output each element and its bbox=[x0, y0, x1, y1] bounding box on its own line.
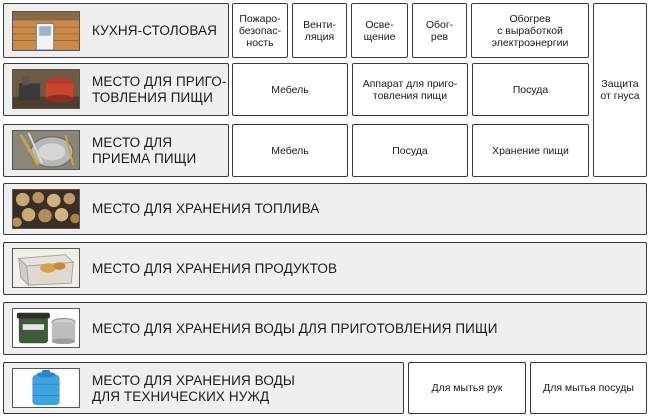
cooking-stove-icon bbox=[12, 69, 80, 109]
cell-insect-protection: Защита от гнуса bbox=[593, 3, 647, 177]
row-title: МЕСТО ДЛЯ ПРИЕМА ПИЩИ bbox=[92, 135, 197, 166]
cell-cookware: Посуда bbox=[472, 63, 589, 116]
row-title: МЕСТО ДЛЯ ХРАНЕНИЯ ВОДЫ ДЛЯ ПРИГОТОВЛЕНИЯ ПИЩИ bbox=[92, 321, 498, 336]
cell-dish-washing: Для мытья посуды bbox=[530, 362, 647, 414]
row-dining-area bbox=[3, 124, 229, 177]
cell-hand-washing: Для мытья рук bbox=[408, 362, 526, 414]
row-fuel-storage bbox=[3, 183, 647, 235]
cell-furniture: Мебель bbox=[232, 63, 348, 116]
cell-cooking-appliance: Аппарат для приго- товления пищи bbox=[352, 63, 468, 116]
cell-food-storage: Хранение пищи bbox=[472, 124, 589, 177]
row-title: КУХНЯ-СТОЛОВАЯ bbox=[92, 23, 217, 38]
cell-lighting: Осве- щение bbox=[351, 3, 408, 58]
firewood-icon bbox=[12, 189, 80, 229]
tableware-icon bbox=[12, 130, 80, 170]
food-container-icon bbox=[12, 248, 80, 288]
water-thermos-icon bbox=[12, 308, 80, 348]
row-title: МЕСТО ДЛЯ ХРАНЕНИЯ ВОДЫ ДЛЯ ТЕХНИЧЕСКИХ НУЖД bbox=[92, 373, 295, 404]
row-title: МЕСТО ДЛЯ ХРАНЕНИЯ ПРОДУКТОВ bbox=[92, 261, 338, 276]
row-cooking-area bbox=[3, 63, 229, 116]
cell-tableware: Посуда bbox=[352, 124, 468, 177]
cell-heating: Обог- рев bbox=[412, 3, 467, 58]
row-technical-water-storage bbox=[3, 362, 404, 414]
cell-heating-power: Обогрев с выработкой электроэнергии bbox=[471, 3, 589, 58]
row-food-storage bbox=[3, 242, 647, 295]
cell-ventilation: Венти- ляция bbox=[292, 3, 347, 58]
cell-fire-safety: Пожаро- безопас- ность bbox=[232, 3, 288, 58]
cell-furniture: Мебель bbox=[232, 124, 348, 177]
row-kitchen-dining bbox=[3, 3, 229, 58]
row-title: МЕСТО ДЛЯ ХРАНЕНИЯ ТОПЛИВА bbox=[92, 201, 320, 216]
row-cooking-water-storage bbox=[3, 302, 647, 355]
water-tank-icon bbox=[12, 368, 80, 408]
house-door-icon bbox=[12, 11, 80, 51]
row-title: МЕСТО ДЛЯ ПРИГО- ТОВЛЕНИЯ ПИЩИ bbox=[92, 74, 227, 105]
